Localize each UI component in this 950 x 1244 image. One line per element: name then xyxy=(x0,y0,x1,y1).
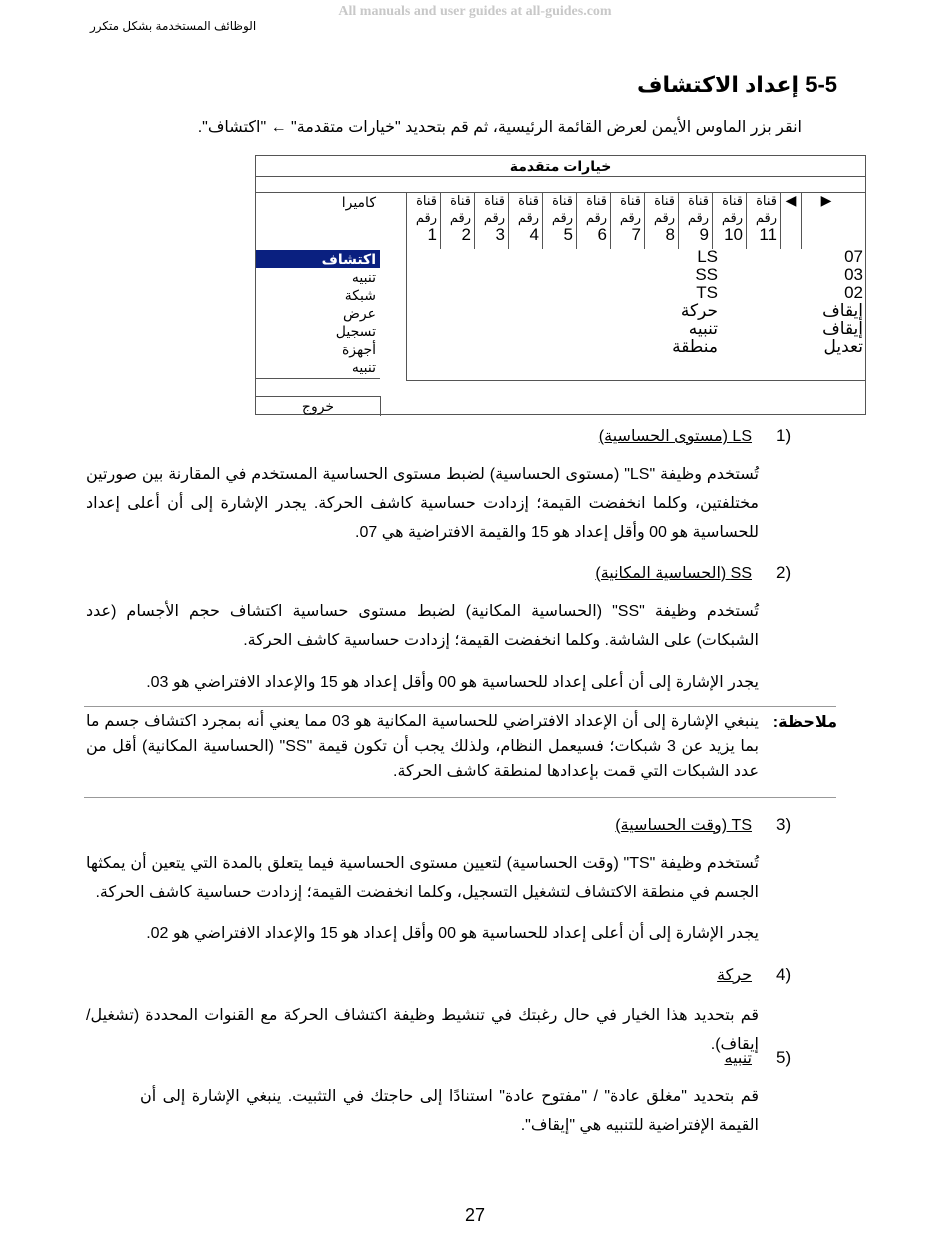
page-number: 27 xyxy=(464,1205,486,1225)
exit-button[interactable]: خروج xyxy=(256,396,381,416)
item-number: 4) xyxy=(776,965,792,984)
channel-header[interactable]: قناة رقم 1 xyxy=(406,192,440,249)
menu-item-display[interactable]: عرض xyxy=(342,305,376,321)
value-column xyxy=(822,248,863,356)
param-area: منطقة xyxy=(672,337,718,356)
menu-item-record[interactable]: تسجيل xyxy=(335,323,376,339)
channel-header[interactable]: قناة رقم 4 xyxy=(508,192,542,249)
paragraph-ts: تُستخدم وظيفة "TS" (وقت الحساسية) لتعيين مستوى الحساسية فيما يتعلق بالمدة التي يتعين أن يمكثها الجسم في منطقة الاكتشاف لتشغيل التسجيل، وكلما انخفضت القيمة؛ إزدادت حساسية كاشف الحركة. xyxy=(86,855,760,901)
menu-item-devices[interactable]: أجهزة xyxy=(341,341,376,357)
value-alert[interactable]: إيقاف xyxy=(822,319,863,338)
running-head: الوظائف المستخدمة بشكل متكرر xyxy=(90,19,257,33)
menu-header-camera[interactable]: كاميرا xyxy=(341,194,376,210)
channel-header[interactable]: قناة رقم 3 xyxy=(474,192,508,249)
value-area[interactable]: تعديل xyxy=(823,337,863,356)
item-title-motion: حركة xyxy=(717,967,752,984)
item-number: 5) xyxy=(776,1048,792,1067)
item-title-ls: LS (مستوى الحساسية) xyxy=(598,428,752,445)
arrow-left-icon[interactable]: ◀ xyxy=(780,192,801,249)
blank-cell xyxy=(801,192,816,249)
divider xyxy=(256,378,380,379)
param-motion: حركة xyxy=(680,301,718,320)
channel-header[interactable]: قناة رقم 6 xyxy=(576,192,610,249)
advanced-options-dialog xyxy=(255,155,866,415)
section-title: 5-5 إعداد الاكتشاف xyxy=(636,72,837,97)
item-title-ss: SS (الحساسية المكانية) xyxy=(595,565,752,582)
paragraph-ts-range: يجدر الإشارة إلى أن أعلى إعداد للحساسية هو 00 وأقل إعداد هو 15 والإعداد الافتراضي هو 02. xyxy=(146,925,759,942)
arrow-right-icon[interactable]: ▶ xyxy=(820,192,832,208)
channel-header[interactable]: قناة رقم 5 xyxy=(542,192,576,249)
value-motion[interactable]: إيقاف xyxy=(822,301,863,320)
paragraph-ss: تُستخدم وظيفة "SS" (الحساسية المكانية) لضبط مستوى حساسية اكتشاف حجم الأجسام (عدد الشبكات) على الشاشة. وكلما انخفضت القيمة؛ إزدادت حساسية كاشف الحركة. xyxy=(86,603,759,649)
watermark: All manuals and user guides at all-guides.com xyxy=(338,4,612,19)
item-number: 3) xyxy=(776,815,792,834)
paragraph-ls: تُستخدم وظيفة "LS" (مستوى الحساسية) لضبط مستوى الحساسية المستخدم في المقارنة بين صورتين مختلفتين، وكلما انخفضت القيمة؛ إزدادت حساسية كاشف الحركة. يجدر الإشارة إلى أن أعلى إعداد للحساسية هو 00 وأقل إعداد هو 15 والقيمة الافتراضية هي 07. xyxy=(86,466,760,541)
menu-item-alert[interactable]: تنبيه xyxy=(351,269,376,285)
item-number: 1) xyxy=(776,426,792,445)
channel-header[interactable]: قناة رقم 9 xyxy=(678,192,712,249)
item-title-alert: تنبيه xyxy=(724,1050,752,1067)
channel-header[interactable]: قناة رقم 10 xyxy=(712,192,746,249)
menu-item-alert-2[interactable]: تنبيه xyxy=(351,359,376,375)
paragraph-ss-range: يجدر الإشارة إلى أن أعلى إعداد للحساسية هو 00 وأقل إعداد هو 15 والإعداد الافتراضي هو 03. xyxy=(146,674,759,691)
note-label: ملاحظة: xyxy=(772,714,837,731)
channel-header[interactable]: قناة رقم 7 xyxy=(610,192,644,249)
channel-header[interactable]: قناة رقم 8 xyxy=(644,192,678,249)
paragraph-alert: قم بتحديد "مغلق عادة" / "مفتوح عادة" استنادًا إلى حاجتك في التثبيت. ينبغي الإشارة إلى أن القيمة الإفتراضية للتنبيه هي "إيقاف". xyxy=(140,1088,759,1134)
param-ts: TS xyxy=(696,283,718,302)
dialog-menu xyxy=(256,194,380,376)
param-ss: SS xyxy=(695,265,718,284)
value-ss[interactable]: 03 xyxy=(844,265,863,284)
item-title-ts: TS (وقت الحساسية) xyxy=(615,817,752,834)
param-column xyxy=(672,248,718,356)
dialog-title: خيارات متقدمة xyxy=(256,156,865,177)
note-text: ينبغي الإشارة إلى أن الإعداد الافتراضي للحساسية المكانية هو 03 مما يعني أنه بمجرد اكتشاف جسم ما بما يزيد عن 3 شبكات؛ فسيعمل النظام، ولذلك يجب أن تكون قيمة "SS" (الحساسية المكانية) أقل من عدد الشبكات التي قمت بإعدادها لمنطقة كاشف الحركة. xyxy=(86,713,760,780)
value-ts[interactable]: 02 xyxy=(844,283,863,302)
channel-header-row xyxy=(406,192,836,249)
param-alert: تنبيه xyxy=(688,319,718,338)
menu-item-detection[interactable]: اكتشاف xyxy=(256,250,380,268)
item-number: 2) xyxy=(776,563,792,582)
value-ls[interactable]: 07 xyxy=(844,247,863,266)
param-ls: LS xyxy=(697,247,718,266)
menu-item-network[interactable]: شبكة xyxy=(344,287,376,303)
paragraph-motion: قم بتحديد هذا الخيار في حال رغبتك في تنشيط وظيفة اكتشاف الحركة مع القنوات المحددة (تشغيل/إيقاف). xyxy=(86,1007,759,1053)
intro-text: انقر بزر الماوس الأيمن لعرض القائمة الرئيسية، ثم قم بتحديد "خيارات متقدمة" ← "اكتشاف". xyxy=(197,119,802,136)
channel-header[interactable]: قناة رقم 2 xyxy=(440,192,474,249)
channel-header[interactable]: قناة رقم 11 xyxy=(746,192,780,249)
